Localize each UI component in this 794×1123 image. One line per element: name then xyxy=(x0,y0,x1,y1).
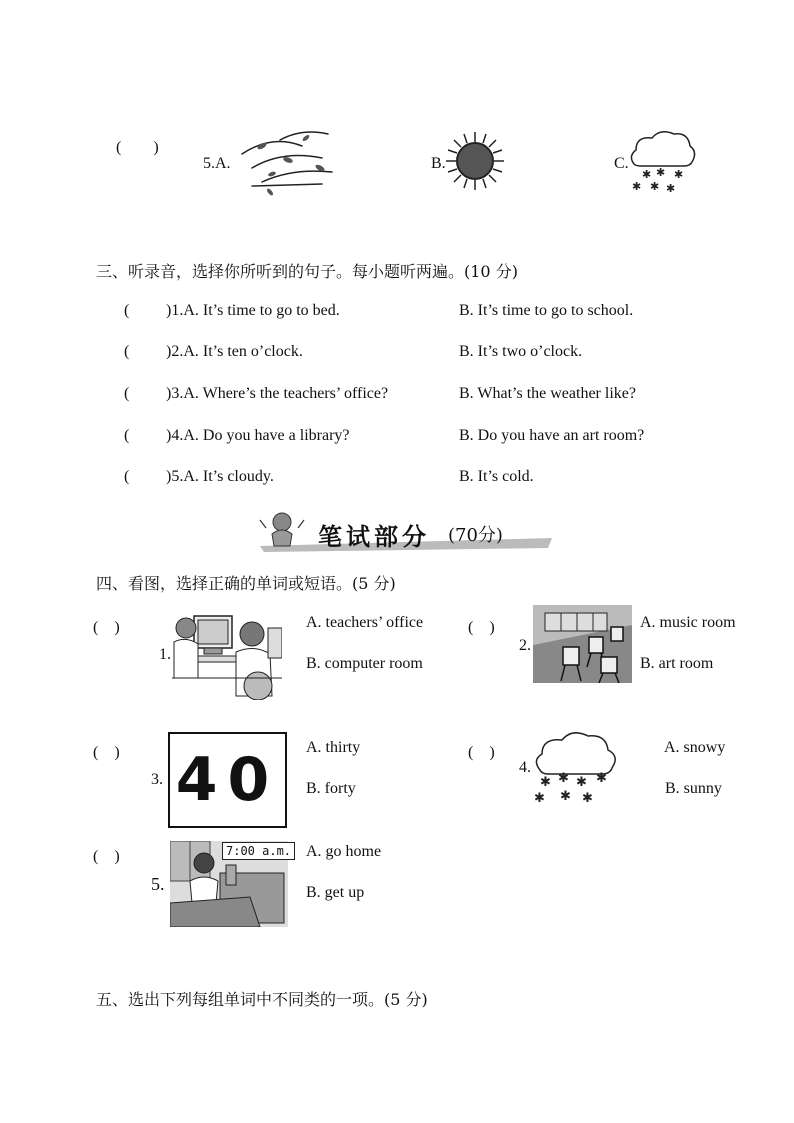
option-b: B. sunny xyxy=(665,780,722,797)
answer-bracket[interactable]: ( ) xyxy=(93,744,120,761)
svg-text:✱: ✱ xyxy=(666,182,676,195)
snow-cloud-picture xyxy=(530,728,622,806)
windy-icon xyxy=(232,124,340,196)
sun-icon xyxy=(444,130,506,192)
answer-bracket[interactable]: ( xyxy=(124,343,130,360)
number-card xyxy=(168,732,287,828)
answer-bracket[interactable]: ( ) xyxy=(93,619,120,636)
option-a: )1.A. It’s time to go to bed. xyxy=(166,302,340,319)
option-a: )4.A. Do you have a library? xyxy=(166,427,350,444)
item-number: 5. xyxy=(151,874,165,894)
banner-score: (70分) xyxy=(448,525,503,546)
number-card-text: 40 xyxy=(175,745,280,815)
option-b: B. Do you have an art room? xyxy=(459,427,645,444)
answer-bracket[interactable]: ( ) xyxy=(116,139,159,156)
svg-text:✱: ✱ xyxy=(558,771,569,786)
option-b: B. It’s two o’clock. xyxy=(459,343,583,360)
option-label-b: B. xyxy=(431,155,446,172)
svg-text:✱: ✱ xyxy=(540,775,551,790)
section4-title: 四、看图，选择正确的单词或短语。(5 分) xyxy=(96,574,396,593)
banner-title: 笔试部分 xyxy=(318,523,430,551)
option-a: )3.A. Where’s the teachers’ office? xyxy=(166,385,389,402)
option-b: B. It’s cold. xyxy=(459,468,534,485)
svg-text:✱: ✱ xyxy=(632,180,642,193)
snow-icon xyxy=(626,126,698,196)
answer-bracket[interactable]: ( xyxy=(124,427,130,444)
item-number: 2. xyxy=(519,637,531,654)
art-room-picture xyxy=(533,605,632,683)
section5-title: 五、选出下列每组单词中不同类的一项。(5 分) xyxy=(96,990,428,1009)
answer-bracket[interactable]: ( xyxy=(124,302,130,319)
section3-title: 三、听录音，选择你所听到的句子。每小题听两遍。(10 分) xyxy=(96,262,518,281)
answer-bracket[interactable]: ( ) xyxy=(468,744,495,761)
computer-room-picture xyxy=(172,608,282,700)
svg-text:✱: ✱ xyxy=(582,791,593,806)
svg-text:✱: ✱ xyxy=(650,180,660,193)
option-b: B. What’s the weather like? xyxy=(459,385,636,402)
answer-bracket[interactable]: ( ) xyxy=(93,848,120,865)
answer-bracket[interactable]: ( xyxy=(124,385,130,402)
option-label-c: C. xyxy=(614,155,629,172)
option-a: A. music room xyxy=(640,614,736,631)
option-b: B. computer room xyxy=(306,655,423,672)
item-number: 3. xyxy=(151,771,163,788)
option-b: B. get up xyxy=(306,884,365,901)
option-b: B. It’s time to go to school. xyxy=(459,302,634,319)
clock-label: 7:00 a.m. xyxy=(222,842,295,860)
written-part-banner xyxy=(256,508,556,552)
svg-text:✱: ✱ xyxy=(560,789,571,804)
item-number: 4. xyxy=(519,759,531,776)
option-a: A. snowy xyxy=(664,739,726,756)
option-b: B. forty xyxy=(306,780,356,797)
option-a: A. go home xyxy=(306,843,382,860)
option-a: A. teachers’ office xyxy=(306,614,424,631)
answer-bracket[interactable]: ( xyxy=(124,468,130,485)
svg-text:✱: ✱ xyxy=(534,791,545,806)
option-a: A. thirty xyxy=(306,739,361,756)
option-label-a: 5.A. xyxy=(203,155,231,172)
svg-text:✱: ✱ xyxy=(674,168,684,181)
option-b: B. art room xyxy=(640,655,714,672)
item-number: 1. xyxy=(159,646,171,663)
svg-text:✱: ✱ xyxy=(576,775,587,790)
svg-text:✱: ✱ xyxy=(656,166,666,179)
answer-bracket[interactable]: ( ) xyxy=(468,619,495,636)
option-a: )5.A. It’s cloudy. xyxy=(166,468,274,485)
option-a: )2.A. It’s ten o’clock. xyxy=(166,343,303,360)
svg-text:✱: ✱ xyxy=(642,168,652,181)
svg-text:✱: ✱ xyxy=(596,771,607,786)
